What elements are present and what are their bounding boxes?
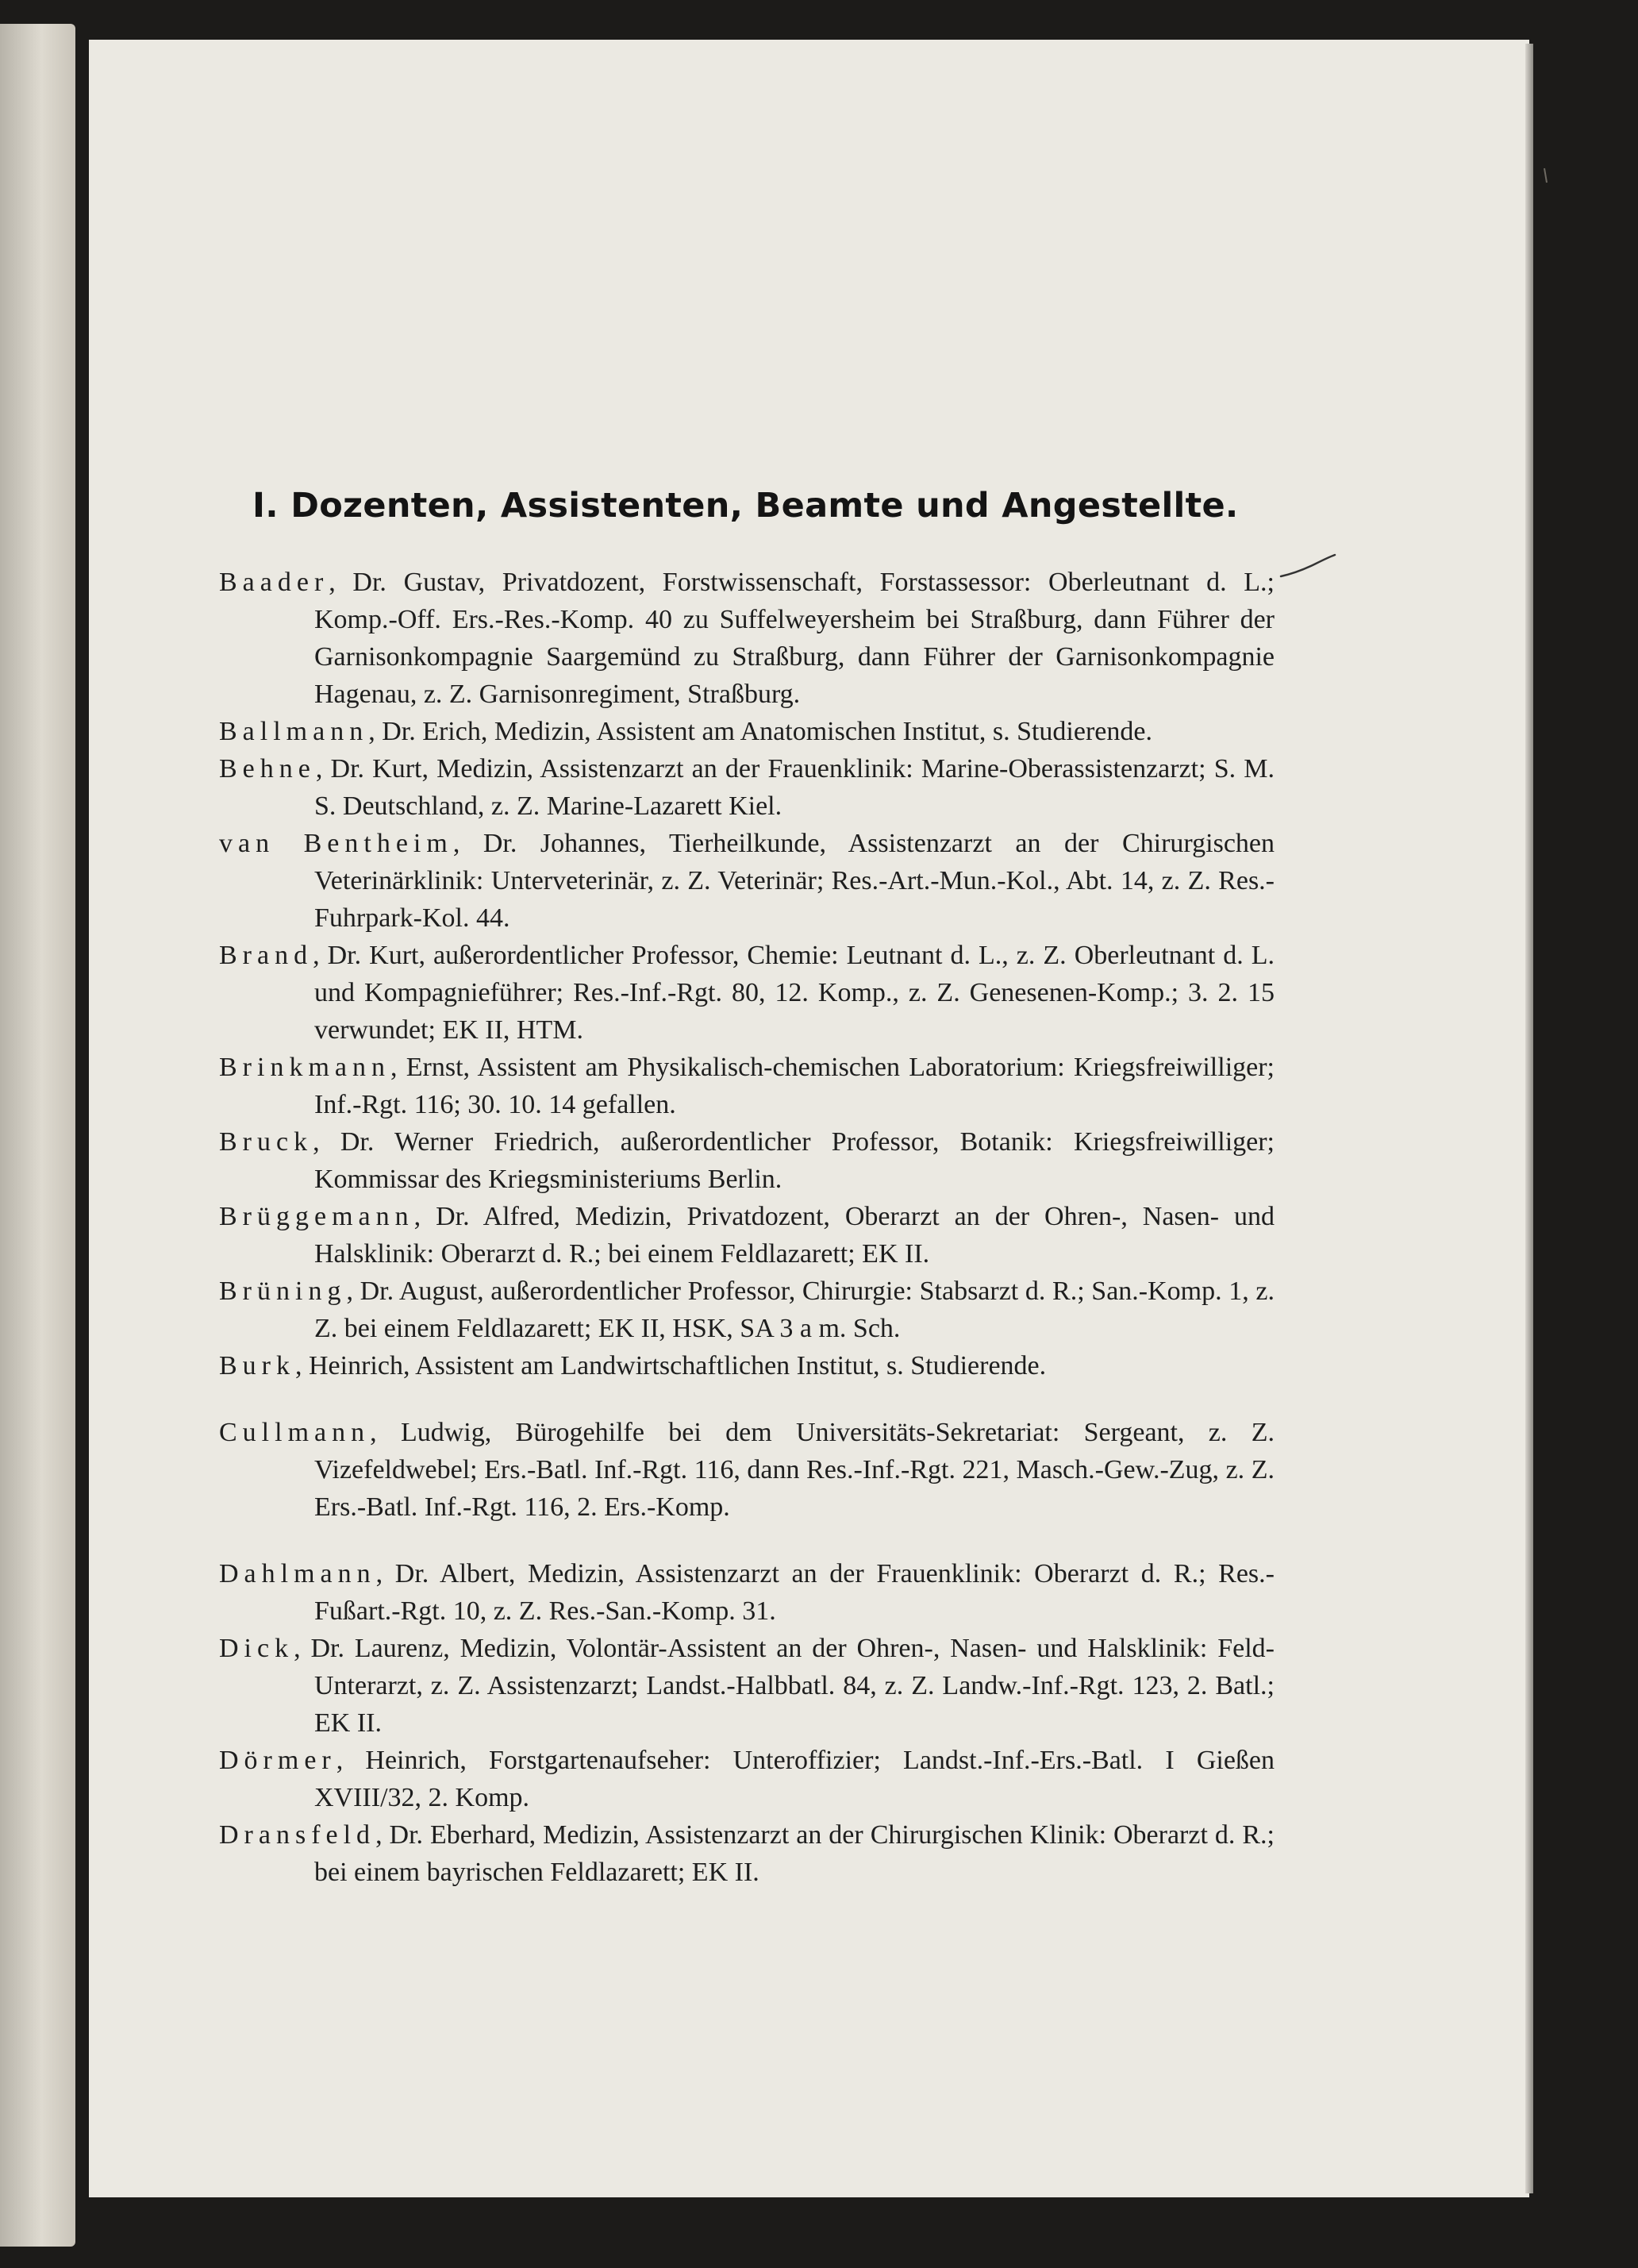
handwritten-pen-mark [1279,553,1336,580]
section-heading: I. Dozenten, Assistenten, Beamte und Angestellte. [252,486,1239,526]
entry-name: Brand [219,941,313,970]
entry-name: Burk [219,1351,295,1380]
entry-text: , Dr. Eberhard, Medizin, Assistenzarzt an der Chirurgischen Klinik: Oberarzt d. R.; bei einem bayrischen Feldlazarett; EK II. [314,1820,1275,1887]
left-page-edge [0,24,75,2247]
entry-text: , Ludwig, Bürogehilfe bei dem Universitäts-Sekretariat: Sergeant, z. Z. Vizefeldwebel; Ers.-Batl. Inf.-Rgt. 116, dann Res.-Inf.-Rgt. 221, Masch.-Gew.-Zug, z. Z. Ers.-Batl. Inf.-Rgt. 116, 2. Ers.-Komp. [314,1418,1275,1522]
page-edge-shadow [1525,44,1533,2193]
list-item [219,1198,1275,1273]
entry-name: Dransfeld [219,1820,376,1850]
entry-name: van Bentheim [219,829,453,858]
entry-text: , Dr. Kurt, außerordentlicher Professor, Chemie: Leutnant d. L., z. Z. Oberleutnant d. L. und Kompagnieführer; Res.-Inf.-Rgt. 80, 12. Komp., z. Z. Genesenen-Komp.; 3. 2. 15 verwundet; EK II, HTM. [313,941,1275,1045]
entry-name: Brüggemann [219,1202,414,1231]
entry-name: Brinkmann [219,1053,390,1082]
entry-text: , Dr. Kurt, Medizin, Assistenzarzt an der Frauenklinik: Marine-Oberassistenzarzt; S. M. S. Deutschland, z. Z. Marine-Lazarett Kiel. [314,754,1275,821]
list-item [219,937,1275,1049]
entry-text: , Dr. Werner Friedrich, außerordentlicher Professor, Botanik: Kriegsfreiwilliger; Kommissar des Kriegsministeriums Berlin. [313,1127,1275,1194]
entry-name: Ballmann [219,717,369,746]
entry-name: Baader [219,568,329,597]
margin-tick-mark [1543,167,1549,184]
list-item [219,825,1275,937]
list-item [219,1555,1275,1630]
entry-text: , Dr. Gustav, Privatdozent, Forstwissenschaft, Forstassessor: Oberleutnant d. L.; Komp.-Off. Ers.-Res.-Komp. 40 zu Suffelweyersheim bei Straßburg, dann Führer der Garnisonkompagnie Saargemünd zu Straßburg, dann Führer der Garnisonkompagnie Hagenau, z. Z. Garnisonregiment, Straßburg. [314,568,1275,709]
list-item [219,1816,1275,1891]
entry-text: , Dr. Albert, Medizin, Assistenzarzt an der Frauenklinik: Oberarzt d. R.; Res.-Fußart.-Rgt. 10, z. Z. Res.-San.-Komp. 31. [314,1559,1275,1626]
entry-text: , Heinrich, Forstgartenaufseher: Unteroffizier; Landst.-Inf.-Ers.-Batl. I Gießen XVIII/32, 2. Komp. [314,1746,1275,1812]
list-item [219,713,1275,750]
entry-text: , Dr. Alfred, Medizin, Privatdozent, Oberarzt an der Ohren-, Nasen- und Halsklinik: Oberarzt d. R.; bei einem Feldlazarett; EK II. [314,1202,1275,1269]
list-item [219,1273,1275,1347]
list-item [219,750,1275,825]
entry-name: Cullmann [219,1418,371,1447]
entry-name: Dick [219,1634,294,1663]
entry-name: Behne [219,754,316,784]
list-item [219,1049,1275,1123]
entry-name: Dahlmann [219,1559,376,1588]
list-item [219,1123,1275,1198]
entry-text: , Ernst, Assistent am Physikalisch-chemischen Laboratorium: Kriegsfreiwilliger; Inf.-Rgt. 116; 30. 10. 14 gefallen. [314,1053,1275,1119]
list-item [219,564,1275,713]
list-item [219,1742,1275,1816]
list-item [219,1414,1275,1526]
entry-name: Brüning [219,1276,347,1306]
list-item [219,1630,1275,1742]
entry-text: , Heinrich, Assistent am Landwirtschaftlichen Institut, s. Studierende. [295,1351,1047,1380]
entry-name: Bruck [219,1127,313,1157]
entry-text: , Dr. August, außerordentlicher Professor, Chirurgie: Stabsarzt d. R.; San.-Komp. 1, z. Z. bei einem Feldlazarett; EK II, HSK, SA 3 a m. Sch. [314,1276,1275,1343]
entry-list [219,564,1275,1891]
entry-text: , Dr. Johannes, Tierheilkunde, Assistenzarzt an der Chirurgischen Veterinärklinik: Unterveterinär, z. Z. Veterinär; Res.-Art.-Mun.-Kol., Abt. 14, z. Z. Res.-Fuhrpark-Kol. 44. [314,829,1275,933]
list-item [219,1347,1275,1384]
entry-name: Dörmer [219,1746,336,1775]
entry-text: , Dr. Laurenz, Medizin, Volontär-Assistent an der Ohren-, Nasen- und Halsklinik: Feld-Unterarzt, z. Z. Assistenzarzt; Landst.-Halbbatl. 84, z. Z. Landw.-Inf.-Rgt. 123, 2. Batl.; EK II. [294,1634,1275,1738]
entry-text: , Dr. Erich, Medizin, Assistent am Anatomischen Institut, s. Studierende. [368,717,1152,746]
